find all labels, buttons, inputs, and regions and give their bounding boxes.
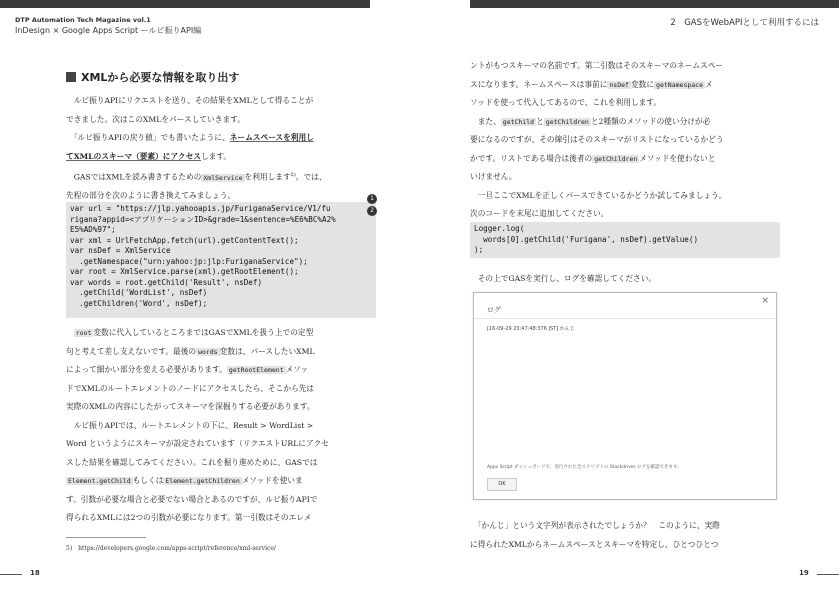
section-heading (66, 69, 239, 85)
close-icon: × (761, 296, 769, 306)
ok-button: OK (487, 478, 517, 491)
text-line: 次のコードを末尾に追加してください。 (470, 209, 609, 218)
text-line: ルビ振りAPIでは、ルートエレメントの下に、Result > WordList > (73, 420, 314, 430)
text-line: かです。リストである場合は後者の getChildren メソッドを使わないと (470, 153, 716, 163)
paragraph-2 (66, 324, 376, 528)
text-line: 「ルビ振りAPIの戻り値」でも書いたように、ネームスペースを利用し (73, 133, 314, 142)
inline-code: XmlService (203, 173, 243, 182)
page-number-rule (0, 574, 22, 575)
callout-badge: 1 (367, 194, 377, 204)
text-line: Word というようにスキーマが設定されています（リクエストURLにアクセ (66, 439, 329, 448)
text-line: Element.getChild もしくは Element.getChildren メソッドを使いま (68, 476, 303, 485)
text-line: root 変数に代入しているところまではGASでXMLを扱う上での定型 (75, 328, 314, 337)
page-number: 18 (30, 569, 40, 577)
paragraph-4 (470, 270, 780, 289)
page-number-rule (817, 574, 839, 575)
log-dialog-screenshot (473, 292, 777, 500)
paragraph-5 (470, 517, 780, 554)
top-bar (0, 0, 370, 8)
text-line: によって細かい部分を変える必要があります。 getRootElement メソッ (66, 365, 309, 374)
text-line: 得られるXMLには2つの引数が必要になります。第一引数はそのエレメ (66, 513, 312, 522)
text-line: その上でGASを実行し、ログを確認してください。 (477, 274, 657, 283)
text-line: ソッドを使って代入してあるので、これを利用します。 (470, 98, 662, 107)
text-line: 句と考えて差し支えないです。最後の words 変数は、パースしたいXML (66, 346, 315, 356)
text-line: スになります。ネームスペースは事前に nsDef 変数に getNamespace メ (470, 79, 713, 89)
text-line: ントがもつスキーマの名前です。第二引数はそのスキーマのネームスペー (470, 61, 724, 70)
footnote: 5) https://developers.google.com/apps-script/reference/xml-service/ (66, 545, 276, 552)
dialog-title: ログ (487, 306, 501, 314)
text-line: ルビ振りAPIにリクエストを送り、その結果をXMLとして得ることが (73, 96, 314, 105)
text-line: てXMLのスキーマ（要素）にアクセスします。 (66, 151, 232, 161)
log-line: [16-09-29 23:47:48:376 JST] かんじ (487, 326, 575, 332)
heading-square-icon (66, 72, 76, 82)
dialog-hint: Apps Script ダッシュボードで、実行された全スクリプトの Stackdriver ログを確認できます。 (487, 465, 682, 470)
callout-badge: 2 (367, 206, 377, 216)
text-line: ドでXMLのルートエレメントのノードにアクセスしたら、そこから先は (66, 383, 315, 393)
text-line: できました。次はこのXMLをパースしていきます。 (66, 114, 245, 124)
footnote-rule (66, 537, 146, 538)
page-number: 19 (799, 569, 809, 577)
text-line: に得られたXMLからネームスペースとスキーマを特定し、ひとつひとつ (470, 539, 719, 549)
text-line: 要になるのですが、その線引はそのスキーマがリストになっているかどう (470, 135, 724, 144)
top-bar (470, 0, 839, 8)
text-line: 「かんじ」という文字列が表示されたでしょうか？ このように、実際 (477, 521, 720, 530)
paragraph-1 (66, 92, 376, 206)
text-line: 実際のXMLの内容にしたがってスキーマを深掘りする必要があります。 (66, 402, 315, 411)
text-line: いけません。 (470, 172, 517, 181)
text-line: GASではXMLを読み書きするための XmlService を利用します$^{5)}$。では、 (73, 172, 327, 182)
code-block: var url = "https://jlp.yahooapis.jp/FuriganaService/V1/fu rigana?appid=<アプリケーションID>&grade=1&sentence=%E6%BC%A2% E5%AD%97"; var xml = UrlFetchApp.fetch(url).getContentText(); var nsDef = XmlService .getNamespace("urn:yahoo:jp:jlp:FuriganaService"); var root = XmlService.parse(xml).getRootElement(); var words = root.getChild('Result', nsDef) .getChild('WordList', nsDef) .getChildren('Word', nsDef); (66, 202, 376, 318)
dialog-divider (474, 318, 776, 319)
chapter-title: 2 GASをWebAPIとして利用するには (670, 18, 819, 28)
text-line: スした結果を確認してみてください）。これを掘り進めために、GASでは (66, 457, 318, 467)
text-line: 先程の部分を次のように書き換えてみましょう。 (66, 191, 236, 201)
section-heading-text: XMLから必要な情報を取り出す (81, 71, 240, 84)
magazine-title: DTP Automation Tech Magazine vol.1 (15, 16, 151, 24)
text-line: す。引数が必要な場合と必要でない場合とあるのですが、ルビ振りAPIで (66, 494, 318, 504)
paragraph-3 (470, 57, 780, 224)
code-block: Logger.log( words[0].getChild('Furigana', nsDef).getValue() ); (470, 222, 780, 258)
text-line: 一旦ここでXMLを正しくパースできているかどうか試してみましょう。 (477, 190, 727, 200)
magazine-subtitle: InDesign × Google Apps Script ールビ振りAPI編 (15, 26, 202, 35)
text-line: また、 getChild と getChildren と2種類のメソッドの使い分けが必 (477, 116, 711, 126)
